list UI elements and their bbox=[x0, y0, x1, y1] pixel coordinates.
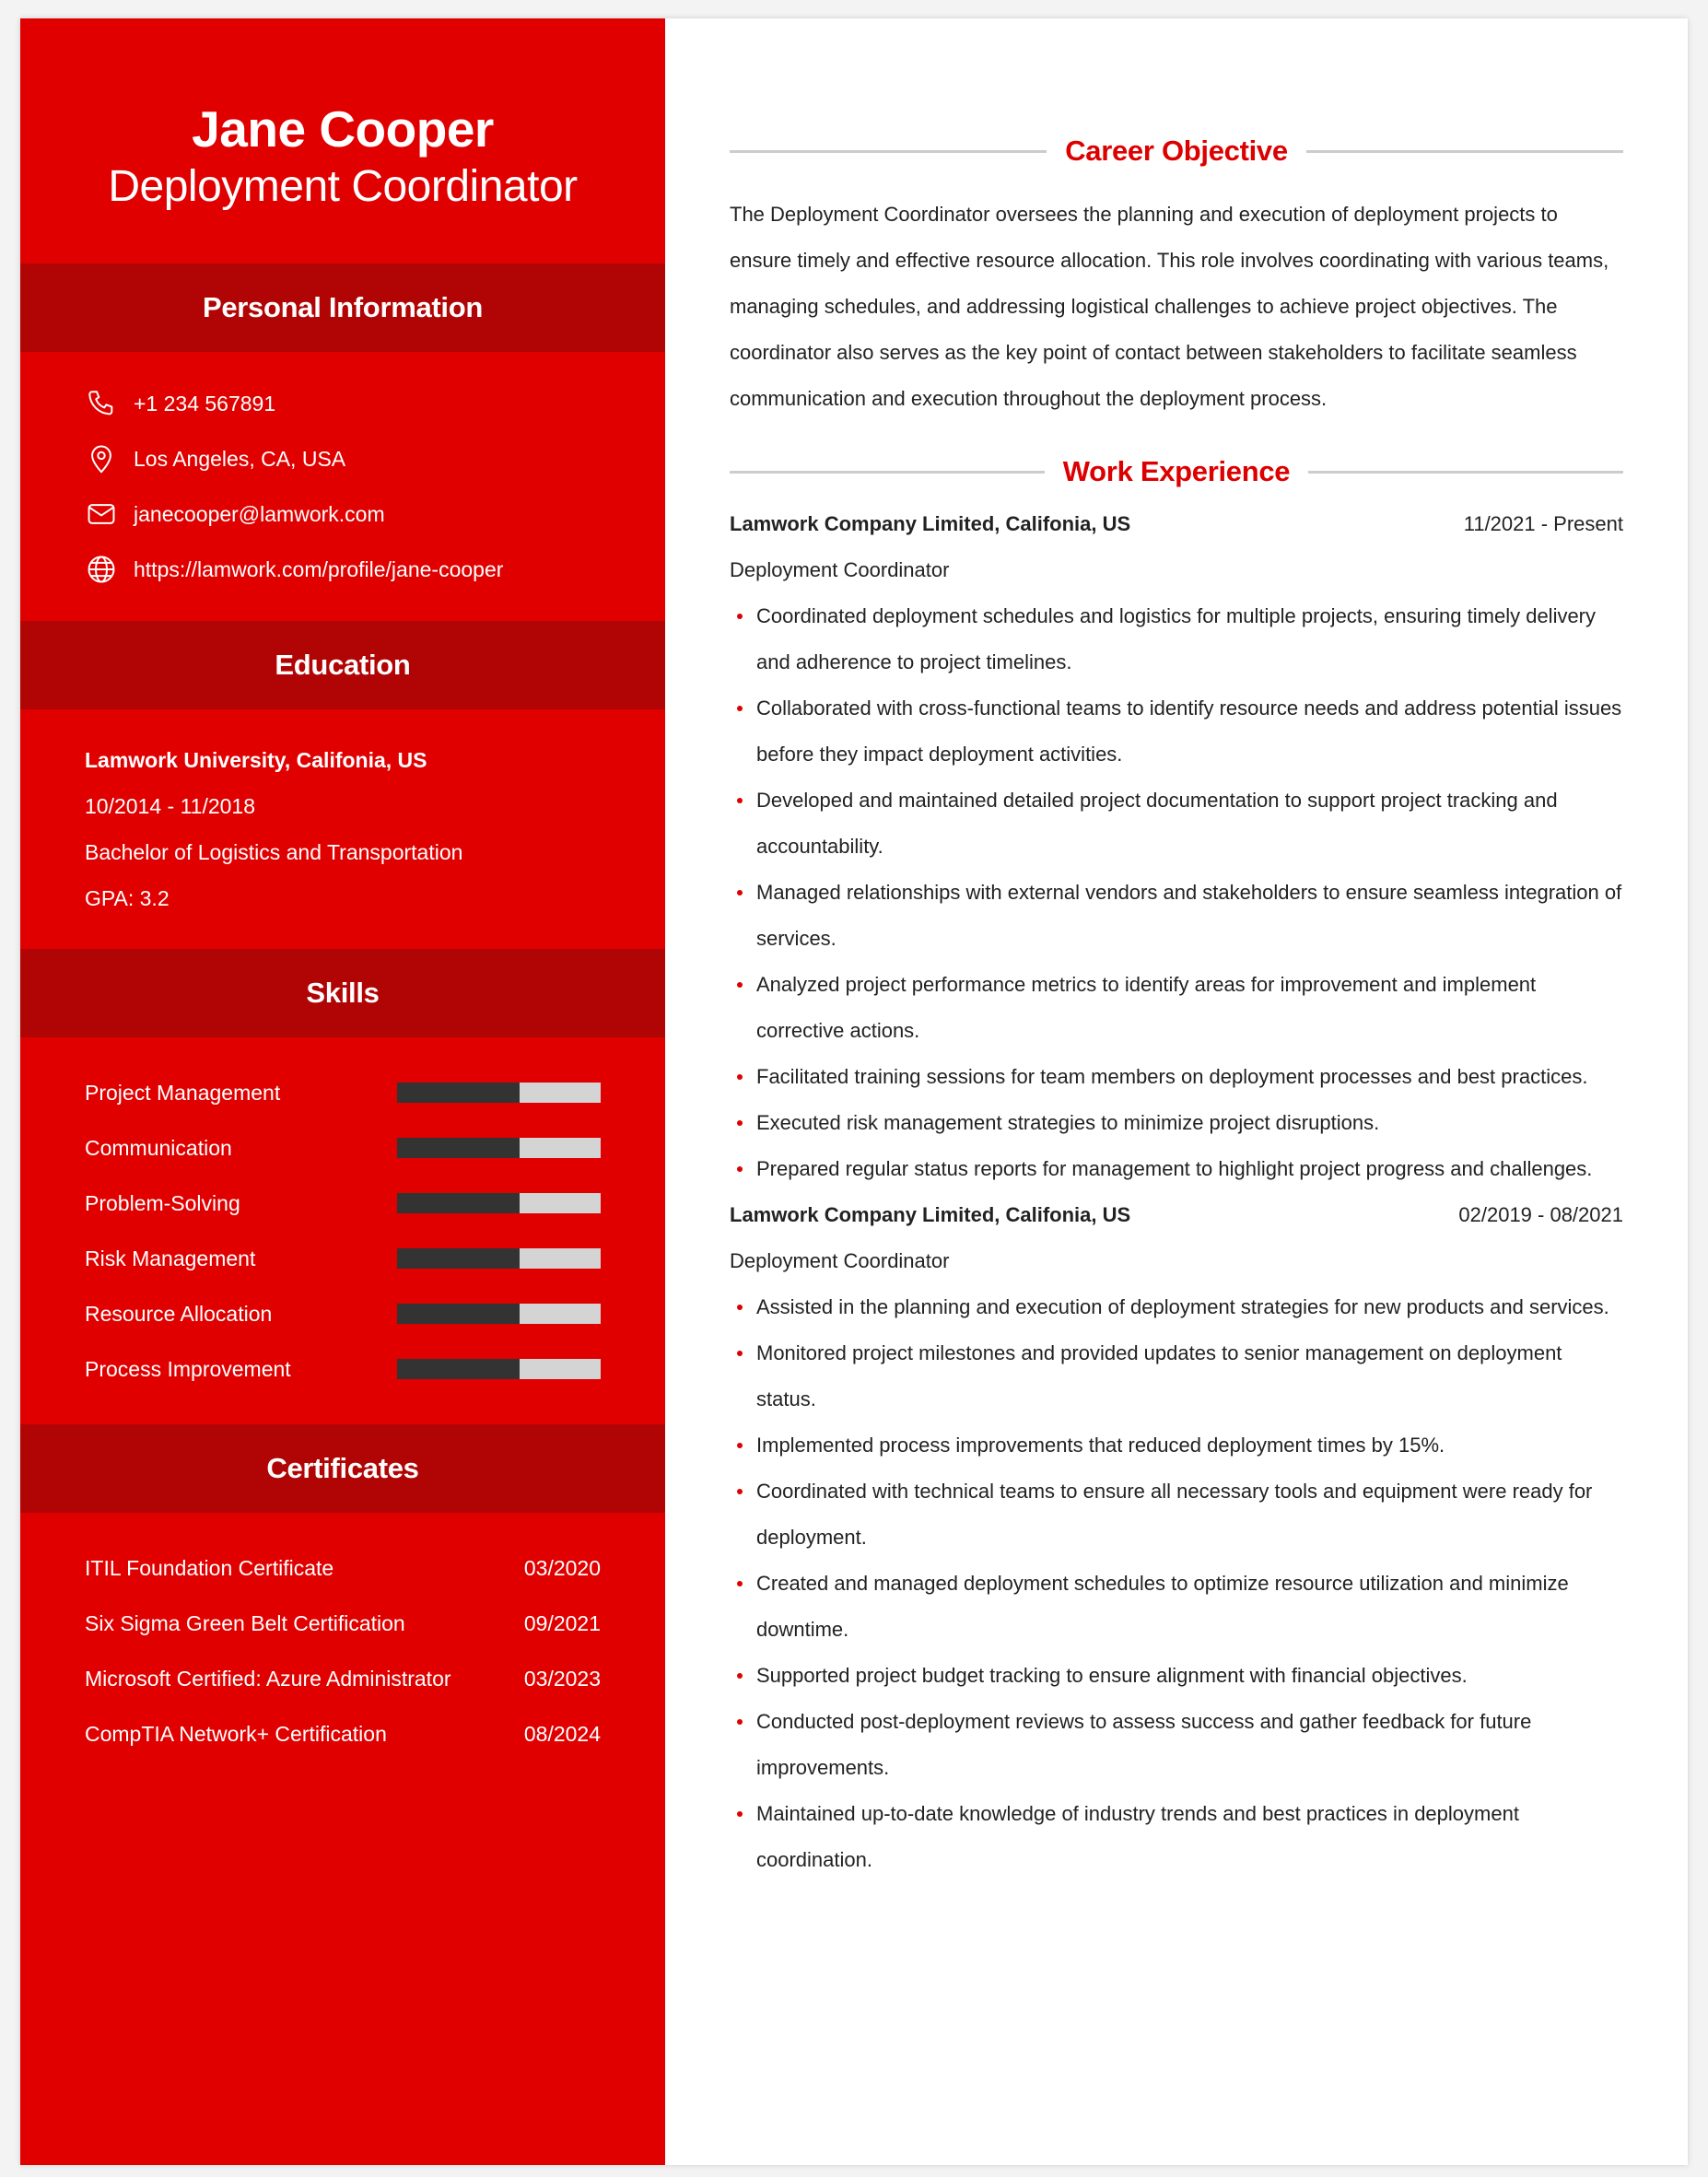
heading-rule bbox=[1306, 150, 1623, 153]
job-company: Lamwork Company Limited, Califonia, US bbox=[730, 1203, 1131, 1226]
skill-level-fill bbox=[397, 1248, 520, 1269]
job-bullets bbox=[730, 1284, 1623, 1883]
job-bullet: Supported project budget tracking to ensure alignment with financial objectives. bbox=[730, 1653, 1623, 1699]
certificates-heading: Certificates bbox=[20, 1424, 665, 1513]
job-header bbox=[730, 501, 1623, 547]
certificates-list bbox=[20, 1513, 665, 1789]
job-entry bbox=[730, 1192, 1623, 1883]
contact-list bbox=[20, 352, 665, 621]
globe-icon bbox=[85, 553, 118, 586]
education-heading: Education bbox=[20, 621, 665, 709]
contact-phone-text: +1 234 567891 bbox=[134, 391, 276, 416]
job-company: Lamwork Company Limited, Califonia, US bbox=[730, 512, 1131, 535]
skill-level-bar bbox=[397, 1083, 601, 1103]
skill-item bbox=[85, 1120, 601, 1176]
certificate-name: Microsoft Certified: Azure Administrator bbox=[85, 1666, 451, 1691]
skill-item bbox=[85, 1341, 601, 1397]
education-gpa: GPA: 3.2 bbox=[85, 886, 170, 910]
skill-name: Risk Management bbox=[85, 1246, 256, 1270]
job-bullet: Implemented process improvements that reduced deployment times by 15%. bbox=[730, 1422, 1623, 1469]
skill-level-bar bbox=[397, 1193, 601, 1213]
career-objective-heading bbox=[730, 133, 1623, 170]
job-entry bbox=[730, 501, 1623, 1192]
career-objective-text: The Deployment Coordinator oversees the planning and execution of deployment projects to ensure timely and effective resource allocation. This role involves coordinating with various teams, managing schedules, and addressing logistical challenges to achieve project objectives. The coordinator also serves as the key point of contact between stakeholders to facilitate seamless communication and execution throughout the deployment process. bbox=[730, 203, 1609, 410]
skill-level-bar bbox=[397, 1138, 601, 1158]
job-dates: 02/2019 - 08/2021 bbox=[1458, 1203, 1623, 1226]
phone-icon bbox=[85, 387, 118, 420]
location-pin-icon bbox=[85, 442, 118, 475]
education-block bbox=[20, 709, 665, 949]
work-experience-heading bbox=[730, 453, 1623, 490]
main-content bbox=[665, 18, 1688, 2165]
heading-rule bbox=[1308, 471, 1623, 474]
work-experience-title: Work Experience bbox=[1062, 455, 1291, 487]
skills-heading: Skills bbox=[20, 949, 665, 1037]
certificate-item bbox=[85, 1596, 601, 1651]
skill-item bbox=[85, 1286, 601, 1341]
skill-level-fill bbox=[397, 1359, 520, 1379]
resume-header bbox=[20, 18, 665, 263]
job-bullet: Executed risk management strategies to minimize project disruptions. bbox=[730, 1100, 1623, 1146]
job-role: Deployment Coordinator bbox=[730, 1249, 950, 1272]
skill-level-bar bbox=[397, 1304, 601, 1324]
contact-email-link[interactable]: janecooper@lamwork.com bbox=[134, 501, 385, 526]
job-header bbox=[730, 1192, 1623, 1238]
job-bullet: Assisted in the planning and execution of deployment strategies for new products and services. bbox=[730, 1284, 1623, 1330]
mail-icon bbox=[85, 497, 118, 531]
certificate-date: 03/2020 bbox=[523, 1555, 601, 1580]
certificate-name: ITIL Foundation Certificate bbox=[85, 1555, 334, 1580]
certificate-date: 03/2023 bbox=[523, 1666, 601, 1691]
heading-rule bbox=[730, 471, 1045, 474]
certificate-item bbox=[85, 1706, 601, 1761]
job-bullet: Managed relationships with external vendors and stakeholders to ensure seamless integration of services. bbox=[730, 870, 1623, 962]
career-objective-title: Career Objective bbox=[1065, 135, 1288, 167]
contact-location bbox=[85, 431, 665, 486]
personal-info-heading: Personal Information bbox=[20, 263, 665, 352]
person-title: Deployment Coordinator bbox=[108, 162, 578, 211]
job-bullet: Facilitated training sessions for team members on deployment processes and best practices. bbox=[730, 1054, 1623, 1100]
person-name: Jane Cooper bbox=[192, 100, 494, 158]
job-bullet: Prepared regular status reports for management to highlight project progress and challenges. bbox=[730, 1146, 1623, 1192]
skill-name: Resource Allocation bbox=[85, 1301, 273, 1326]
job-bullet: Created and managed deployment schedules to optimize resource utilization and minimize downtime. bbox=[730, 1561, 1623, 1653]
education-degree: Bachelor of Logistics and Transportation bbox=[85, 840, 463, 864]
job-bullet: Maintained up-to-date knowledge of industry trends and best practices in deployment coordination. bbox=[730, 1791, 1623, 1883]
job-bullet: Analyzed project performance metrics to identify areas for improvement and implement corrective actions. bbox=[730, 962, 1623, 1054]
skill-item bbox=[85, 1176, 601, 1231]
skill-name: Process Improvement bbox=[85, 1356, 291, 1381]
job-bullet: Developed and maintained detailed project documentation to support project tracking and accountability. bbox=[730, 778, 1623, 870]
skill-level-fill bbox=[397, 1138, 520, 1158]
job-bullet: Monitored project milestones and provided updates to senior management on deployment status. bbox=[730, 1330, 1623, 1422]
resume-page bbox=[20, 18, 1688, 2165]
skill-name: Communication bbox=[85, 1135, 232, 1160]
job-bullet: Collaborated with cross-functional teams to identify resource needs and address potential issues before they impact deployment activities. bbox=[730, 685, 1623, 778]
job-bullet: Coordinated with technical teams to ensure all necessary tools and equipment were ready for deployment. bbox=[730, 1469, 1623, 1561]
contact-phone bbox=[85, 376, 665, 431]
skill-level-fill bbox=[397, 1193, 520, 1213]
job-bullet: Conducted post-deployment reviews to assess success and gather feedback for future improvements. bbox=[730, 1699, 1623, 1791]
education-dates: 10/2014 - 11/2018 bbox=[85, 794, 256, 818]
contact-website-link[interactable]: https://lamwork.com/profile/jane-cooper bbox=[134, 556, 504, 581]
skill-name: Project Management bbox=[85, 1080, 281, 1105]
certificate-item bbox=[85, 1540, 601, 1596]
contact-location-text: Los Angeles, CA, USA bbox=[134, 446, 346, 471]
job-role: Deployment Coordinator bbox=[730, 558, 950, 581]
certificate-name: Six Sigma Green Belt Certification bbox=[85, 1610, 405, 1635]
certificate-name: CompTIA Network+ Certification bbox=[85, 1721, 387, 1746]
certificate-date: 09/2021 bbox=[523, 1610, 601, 1635]
heading-rule bbox=[730, 150, 1047, 153]
skill-item bbox=[85, 1231, 601, 1286]
contact-email bbox=[85, 486, 665, 542]
job-bullet: Coordinated deployment schedules and logistics for multiple projects, ensuring timely delivery and adherence to project timelines. bbox=[730, 593, 1623, 685]
skill-level-bar bbox=[397, 1248, 601, 1269]
skill-item bbox=[85, 1065, 601, 1120]
sidebar bbox=[20, 18, 665, 2165]
skills-list bbox=[20, 1037, 665, 1424]
job-dates: 11/2021 - Present bbox=[1463, 512, 1623, 535]
job-bullets bbox=[730, 593, 1623, 1192]
skill-name: Problem-Solving bbox=[85, 1190, 240, 1215]
contact-website bbox=[85, 542, 665, 597]
certificate-date: 08/2024 bbox=[523, 1721, 601, 1746]
skill-level-fill bbox=[397, 1083, 520, 1103]
certificate-item bbox=[85, 1651, 601, 1706]
skill-level-fill bbox=[397, 1304, 520, 1324]
skill-level-bar bbox=[397, 1359, 601, 1379]
education-school: Lamwork University, Califonia, US bbox=[85, 748, 427, 772]
